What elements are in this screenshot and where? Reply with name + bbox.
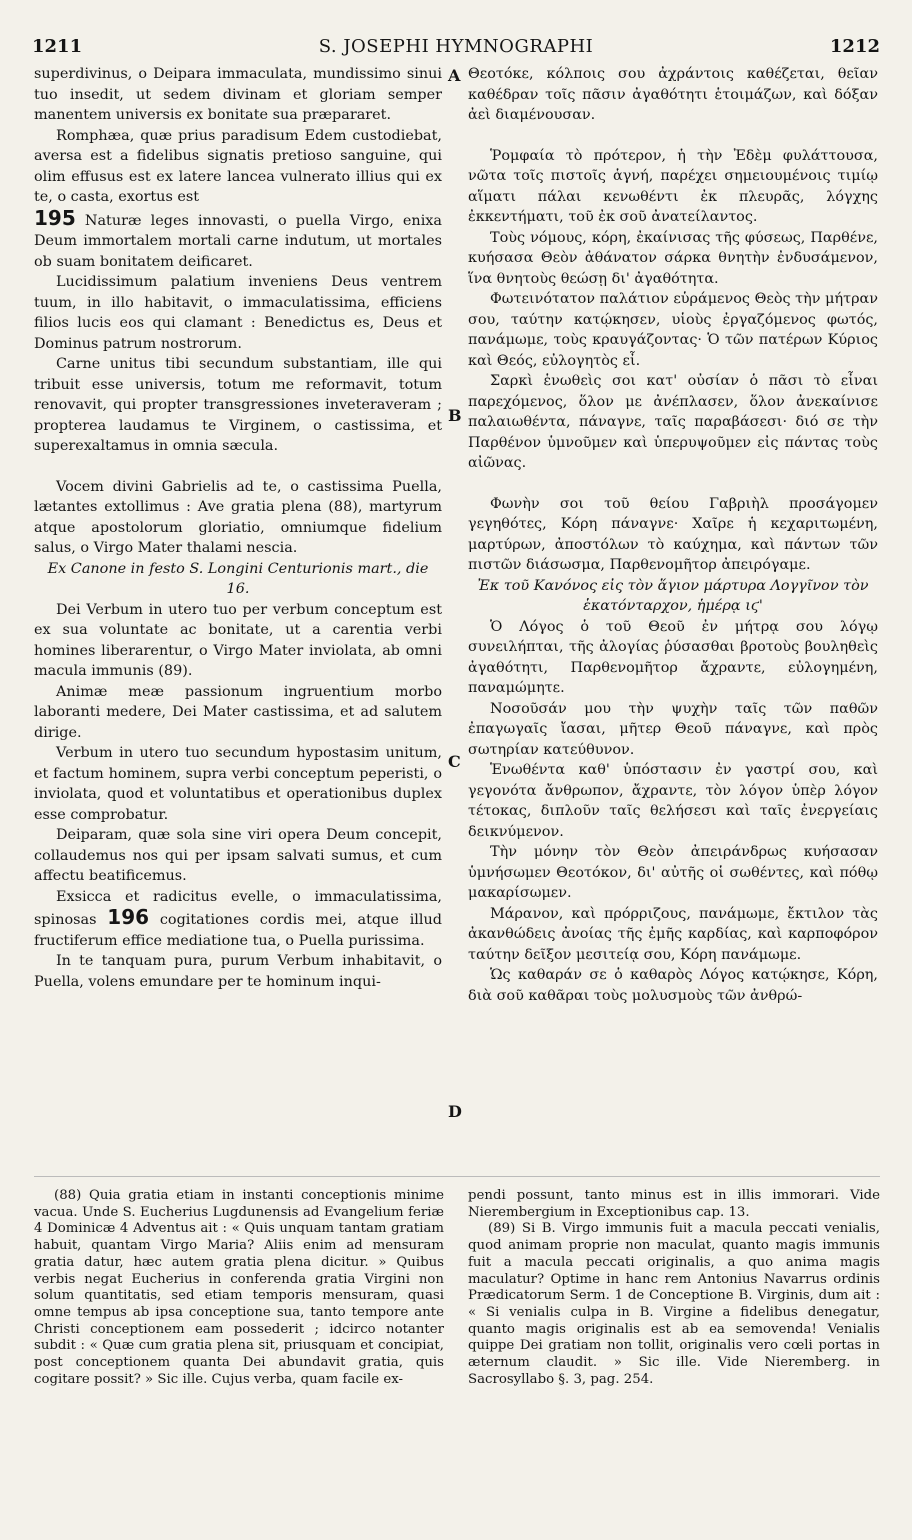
latin-paragraph: Lucidissimum palatium inveniens Deus ventrem tuum, in illo habitavit, o immaculatissima, efficiens filios lucis eos qui clamant : Benedictus es, Deus et Dominus patrum nostrorum. [34,274,442,352]
greek-paragraph: Ὡς καθαράν σε ὁ καθαρὸς Λόγος κατῴκησε, Κόρη, διὰ σοῦ καθᾶραι τοὺς μολυσμοὺς τῶν ἀνθρώ- [468,967,878,1004]
greek-paragraph: Ἑνωθέντα καθ' ὑπόστασιν ἐν γαστρί σου, καὶ γεγονότα ἄνθρωπον, ἄχραντε, τὸν λόγον ὑπὲρ λόγον τέτοκας, διπλοῦν ταῖς θελήσεσι καὶ ταῖς ἐνεργείαις δεικνύμενον. [468,762,878,840]
latin-section-heading: Ex Canone in festo S. Longini Centurionis mart., die 16. [47,560,429,597]
column-number-ref: 195 [34,205,76,230]
latin-paragraph: Deiparam, quæ sola sine viri opera Deum concepit, collaudemus nos qui per ipsam salvati sumus, et cum affectu beatificemus. [34,827,442,884]
running-title: S. JOSEPHI HYMNOGRAPHI [318,36,594,57]
greek-paragraph: Τὴν μόνην τὸν Θεὸν ἀπειράνδρως κυήσασαν ὑμνήσωμεν Θεοτόκον, δι' αὐτῆς οἱ σωθέντες, καὶ πόθῳ μακαρίσωμεν. [468,844,878,901]
greek-paragraph: Ὁ Λόγος ὁ τοῦ Θεοῦ ἐν μήτρᾳ σου λόγῳ συνειλήπται, τῆς ἀλογίας ῥύσασθαι βροτοὺς βουληθεὶς ἀγαθότητι, Παρθενομῆτορ ἄχραντε, εὐλογημένη, παναμώμητε. [468,618,878,696]
margin-marker-d: D [448,1102,462,1121]
margin-marker-b: B [448,406,462,425]
greek-paragraph: Ῥομφαία τὸ πρότερον, ἡ τὴν Ἐδὲμ φυλάττουσα, νῶτα τοῖς πιστοῖς ἁγνή, παρέχει σημειουμένοις τιμίῳ αἵματι πάλαι κενωθέντι ἐκ πλευρᾶς, λόγχης ἐκκεντήματι, τοῦ ἐκ σοῦ ἀνατείλαντος. [468,147,878,225]
greek-paragraph: Φωτεινότατον παλάτιον εὑράμενος Θεὸς τὴν μήτραν σου, ταύτην κατῴκησεν, υἱοὺς ἐργαζόμενος φωτός, πανάμωμε, τοὺς κραυγάζοντας· Ὁ τῶν πατέρων Κύριος καὶ Θεός, εὐλογητὸς εἶ. [468,291,878,369]
greek-section-heading: Ἐκ τοῦ Κανόνος εἰς τὸν ἅγιον μάρτυρα Λογγῖνον τὸν ἑκατόνταρχον, ἡμέρᾳ ιϛ' [477,577,869,614]
footnotes-right [468,1188,880,1388]
greek-paragraph: Σαρκὶ ἑνωθεὶς σοι κατ' οὐσίαν ὁ πᾶσι τὸ εἶναι παρεχόμενος, ὅλον με ἀνέπλασεν, ὅλον ἀνεκαίνισε παλαιωθέντα, πάναγνε, ταῖς παραβάσεσι· διό σε τὴν Παρθένον ὑμνοῦμεν καὶ ὑπερυψοῦμεν εἰς πάντας τοὺς αἰῶνας. [468,373,878,471]
margin-marker-a: A [448,66,461,85]
left-page-number: 1211 [32,36,83,57]
margin-marker-c: C [448,752,461,771]
footnote-88-continued: pendi possunt, tanto minus est in illis immorari. Vide Nierembergium in Exceptionibus cap. 13. [468,1188,880,1220]
greek-paragraph: Νοσοῦσάν μου τὴν ψυχὴν ταῖς τῶν παθῶν ἐπαγωγαῖς ἴασαι, μῆτερ Θεοῦ πάναγνε, καὶ πρὸς σωτηρίαν κατεύθυνον. [468,700,878,758]
latin-paragraph: In te tanquam pura, purum Verbum inhabitavit, o Puella, volens emundare per te hominum inqui- [34,953,442,990]
greek-column [468,64,878,1006]
greek-paragraph: Τοὺς νόμους, κόρη, ἐκαίνισας τῆς φύσεως, Παρθένε, κυήσασα Θεὸν ἀθάνατον σάρκα θνητὴν ἐνδυσάμενον, ἵνα θνητοὺς θεώσῃ δι' ἀγαθότητα. [468,229,878,287]
greek-paragraph: Φωνὴν σοι τοῦ θείου Γαβριὴλ προσάγομεν γεγηθότες, Κόρη πάναγνε· Χαῖρε ἡ κεχαριτωμένη, μαρτύρων, ἀποστόλων τὸ καύχημα, καὶ πάντων τῶν πιστῶν διάσωσμα, Παρθενομῆτορ ἀπειρόγαμε. [468,495,878,573]
greek-paragraph: Μάρανον, καὶ πρόρριζους, πανάμωμε, ἔκτιλον τὰς ἀκανθώδεις ἀνοίας τῆς ἐμῆς καρδίας, καὶ καρποφόρον ταύτην δεῖξον μεσιτείᾳ σου, Κόρη πανάμωμε. [468,905,878,963]
latin-paragraph: Animæ meæ passionum ingruentium morbo laboranti medere, Dei Mater castissima, et ad salutem dirige. [34,683,442,741]
latin-column [34,64,442,992]
column-number-ref: 196 [107,905,150,929]
footnote-88: (88) Quia gratia etiam in instanti conceptionis minime vacua. Unde S. Eucherius Lugdunensis ad Evangelium feriæ 4 Dominicæ 4 Adventus ait : « Quis unquam tantam gratiam habuit, quantam Virgo Maria? Aliis enim ad mensuram gratia datur, hæc autem gratia plena dicitur. » Quibus verbis negat Eucherius in conferenda gratia Virgini non solum quantitatis, sed etiam temporis mensuram, quasi omne tempus ab ipsa conceptione sua, tanto tempore ante Christi conceptionem eam possederit ; idcirco notanter subdit : « Quæ cum gratia plena sit, priusquam et concipiat, post conceptionem quanta Dei abundavit gratia, quis cogitare possit? » Sic ille. Cujus verba, quam facile ex- [34,1188,444,1387]
footnote-89: (89) Si B. Virgo immunis fuit a macula peccati venialis, quod animam proprie non maculat, quanto magis immunis fuit a macula peccati originalis, a quo anima magis maculatur? Optime in hanc rem Antonius Navarrus ordinis Prædicatorum Serm. 1 de Conceptione B. Virginis, dum ait : « Si venialis culpa in B. Virgine a fidelibus denegatur, quanto magis originalis est ab ea semovenda! Venialis quippe Dei gratiam non tollit, originalis vero cœli portas in æternum claudit. » Sic ille. Vide Nieremberg. in Sacrosyllabo §. 3, pag. 254. [468,1221,880,1387]
latin-paragraph: Vocem divini Gabrielis ad te, o castissima Puella, lætantes extollimus : Ave gratia plena (88), martyrum atque apostolorum gloriatio, omniumque fidelium salus, o Virgo Mater thalami nescia. [34,478,442,556]
right-page-number: 1212 [829,36,880,57]
page-header [32,36,880,62]
footnotes-left [34,1188,444,1388]
greek-paragraph: Θεοτόκε, κόλποις σου ἀχράντοις καθέζεται, θεῖαν καθέδραν τοῖς πᾶσιν ἀγαθότητι ἑτοιμάζων, καὶ δόξαν ἀεὶ διαμένουσαν. [468,66,878,123]
latin-paragraph: 195 Naturæ leges innovasti, o puella Virgo, enixa Deum immortalem mortali carne indutum, ut mortales ob suam bonitatem deificaret. [34,205,443,270]
latin-paragraph: Dei Verbum in utero tuo per verbum conceptum est ex sua voluntate ac bonitate, ut a carentia verbi homines liberarentur, o Virgo Mater inviolata, ab omni macula immunis (89). [34,601,442,679]
latin-paragraph: Carne unitus tibi secundum substantiam, ille qui tribuit esse universis, totum me reformavit, totum renovavit, qui propter transgressiones inveteraveram ; propterea laudamus te Virginem, o castissima, et superexaltamus in omnia sæcula. [34,356,442,454]
latin-paragraph: Romphæa, quæ prius paradisum Edem custodiebat, aversa est a fidelibus signatis pretioso sanguine, qui olim effusus est ex latere lancea vulnerato illius qui ex te, o casta, exortus est [34,127,442,205]
latin-paragraph: superdivinus, o Deipara immaculata, mundissimo sinui tuo insedit, ut sedem divinam et gloriam semper manentem universis ex bonitate sua præpararet. [34,66,442,123]
latin-paragraph: Exsicca et radicitus evelle, o immaculatissima, spinosas 196 cogitationes cordis mei, atque illud fructiferum effice mediatione tua, o Puella purissima. [34,888,442,949]
footnote-divider [34,1176,880,1177]
latin-paragraph: Verbum in utero tuo secundum hypostasim unitum, et factum hominem, supra verbi conceptum peperisti, o inviolata, quod et voluntatibus et operationibus duplex esse comprobatur. [34,745,442,823]
